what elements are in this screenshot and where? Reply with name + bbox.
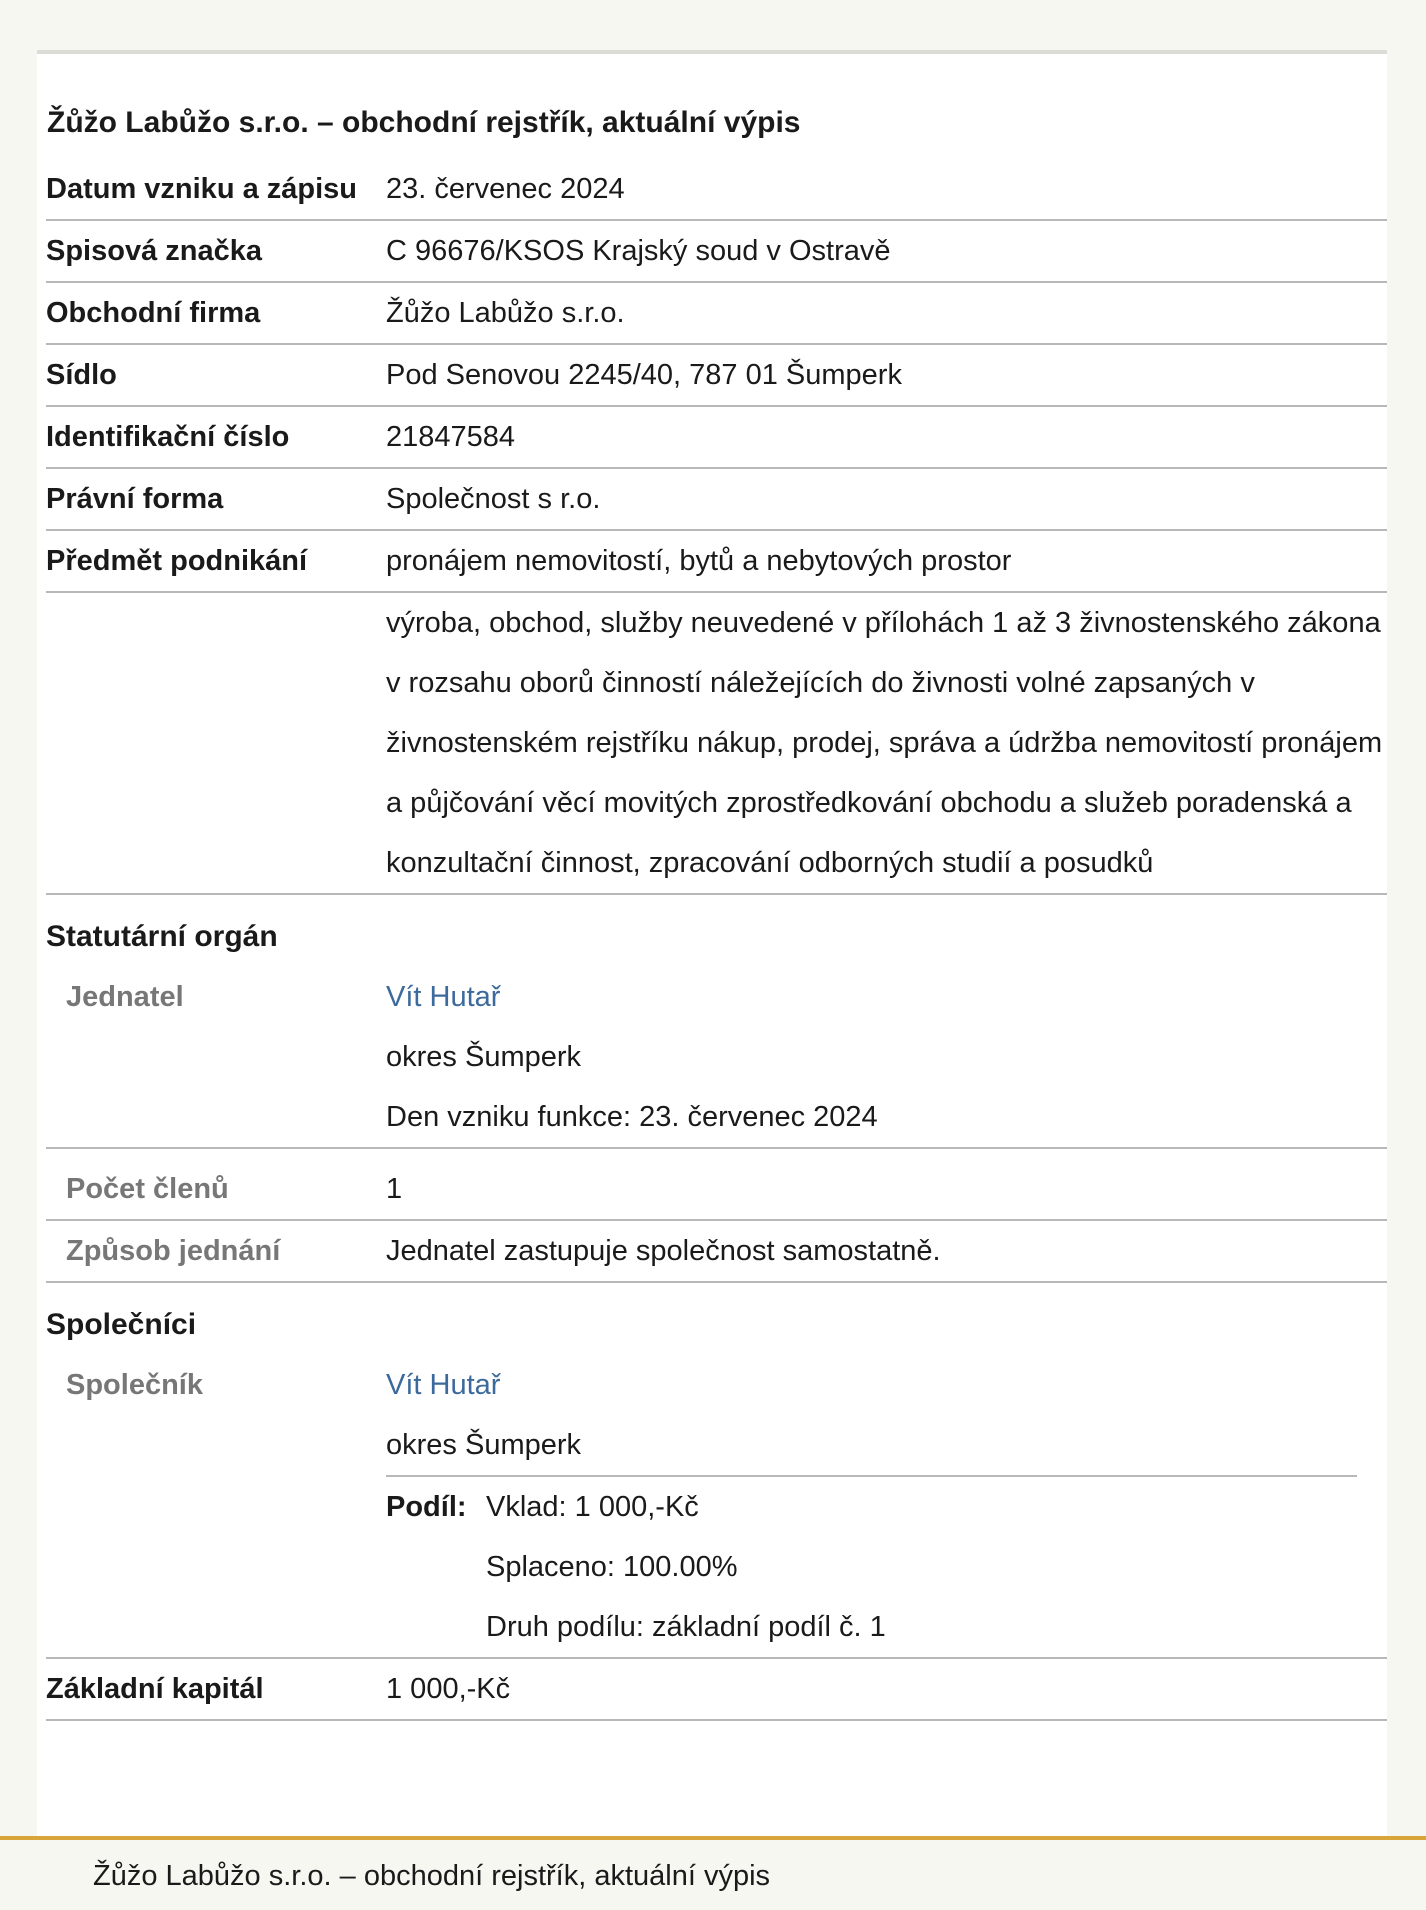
- label-pravni-forma: Právní forma: [46, 468, 386, 530]
- value-spisova-znacka: C 96676/KSOS Krajský soud v Ostravě: [386, 220, 1387, 282]
- jednatel-okres: okres Šumperk: [386, 1041, 582, 1073]
- value-zakladni-kapital: 1 000,-Kč: [386, 1658, 1387, 1720]
- value-zpusob-jednani: Jednatel zastupuje společnost samostatně.: [386, 1220, 1387, 1282]
- jednatel-den-vzniku-funkce: Den vzniku funkce: 23. červenec 2024: [386, 1101, 878, 1133]
- register-card: [37, 50, 1387, 1845]
- label-pocet-clenu: Počet členů: [46, 1148, 386, 1220]
- value-pravni-forma: Společnost s r.o.: [386, 468, 1387, 530]
- label-spolecnik: Společník: [46, 1355, 386, 1658]
- value-jednatel: [386, 967, 1387, 1148]
- page-title: Žůžo Labůžo s.r.o. – obchodní rejstřík, aktuální výpis: [47, 106, 801, 139]
- footer-bar: [0, 1836, 1426, 1910]
- podil-label: Podíl:: [386, 1491, 467, 1523]
- register-table: [46, 159, 1387, 1721]
- podil-druh: Druh podílu: základní podíl č. 1: [486, 1611, 886, 1643]
- row-obchodni-firma: [46, 282, 1387, 344]
- label-obchodni-firma: Obchodní firma: [46, 282, 386, 344]
- row-spisova-znacka: [46, 220, 1387, 282]
- spolecnik-okres: okres Šumperk: [386, 1429, 582, 1461]
- row-pravni-forma: [46, 468, 1387, 530]
- label-zpusob-jednani: Způsob jednání: [46, 1220, 386, 1282]
- podil-vklad: Vklad: 1 000,-Kč: [486, 1491, 699, 1523]
- footer-title: Žůžo Labůžo s.r.o. – obchodní rejstřík, aktuální výpis: [93, 1860, 771, 1892]
- value-predmet-2: výroba, obchod, služby neuvedené v přílohách 1 až 3 živnostenského zákona v rozsahu oborů činností náležejících do živnosti volné zapsaných v živnostenském rejstříku nákup, prodej, správa a údržba nemovitostí pronájem a půjčování věcí movitých zprostředkování obchodu a služeb poradenská a konzultační činnost, zpracování odborných studií a posudků: [386, 592, 1387, 894]
- value-identifikacni-cislo: 21847584: [386, 406, 1387, 468]
- label-datum-vzniku: Datum vzniku a zápisu: [46, 159, 386, 220]
- row-spolecnik: [46, 1355, 1387, 1658]
- value-obchodni-firma: Žůžo Labůžo s.r.o.: [386, 282, 1387, 344]
- heading-spolecnici: Společníci: [46, 1308, 197, 1341]
- label-zakladni-kapital: Základní kapitál: [46, 1658, 386, 1720]
- row-zakladni-kapital: [46, 1658, 1387, 1720]
- row-datum-vzniku: [46, 159, 1387, 220]
- section-statutarni-organ: [46, 894, 1387, 967]
- value-pocet-clenu: 1: [386, 1148, 1387, 1220]
- value-sidlo: Pod Senovou 2245/40, 787 01 Šumperk: [386, 344, 1387, 406]
- value-spolecnik: [386, 1355, 1387, 1658]
- row-jednatel: [46, 967, 1387, 1148]
- value-predmet-1: pronájem nemovitostí, bytů a nebytových prostor: [386, 530, 1387, 592]
- row-sidlo: [46, 344, 1387, 406]
- row-zpusob-jednani: [46, 1220, 1387, 1282]
- label-predmet-podnikani: Předmět podnikání: [46, 530, 386, 592]
- row-pocet-clenu: [46, 1148, 1387, 1220]
- podil-splaceno: Splaceno: 100.00%: [486, 1551, 738, 1583]
- label-jednatel: Jednatel: [46, 967, 386, 1148]
- spolecnik-name-link[interactable]: Vít Hutař: [386, 1369, 501, 1401]
- jednatel-name-link[interactable]: Vít Hutař: [386, 981, 501, 1013]
- value-datum-vzniku: 23. červenec 2024: [386, 159, 1387, 220]
- row-predmet-podnikani: [46, 530, 1387, 592]
- row-predmet-podnikani-2: [46, 592, 1387, 894]
- label-spisova-znacka: Spisová značka: [46, 220, 386, 282]
- podil-block: [386, 1475, 1357, 1657]
- label-sidlo: Sídlo: [46, 344, 386, 406]
- section-spolecnici: [46, 1282, 1387, 1355]
- label-identifikacni-cislo: Identifikační číslo: [46, 406, 386, 468]
- heading-statutarni-organ: Statutární orgán: [46, 920, 278, 953]
- podil-values: [486, 1477, 1357, 1657]
- row-identifikacni-cislo: [46, 406, 1387, 468]
